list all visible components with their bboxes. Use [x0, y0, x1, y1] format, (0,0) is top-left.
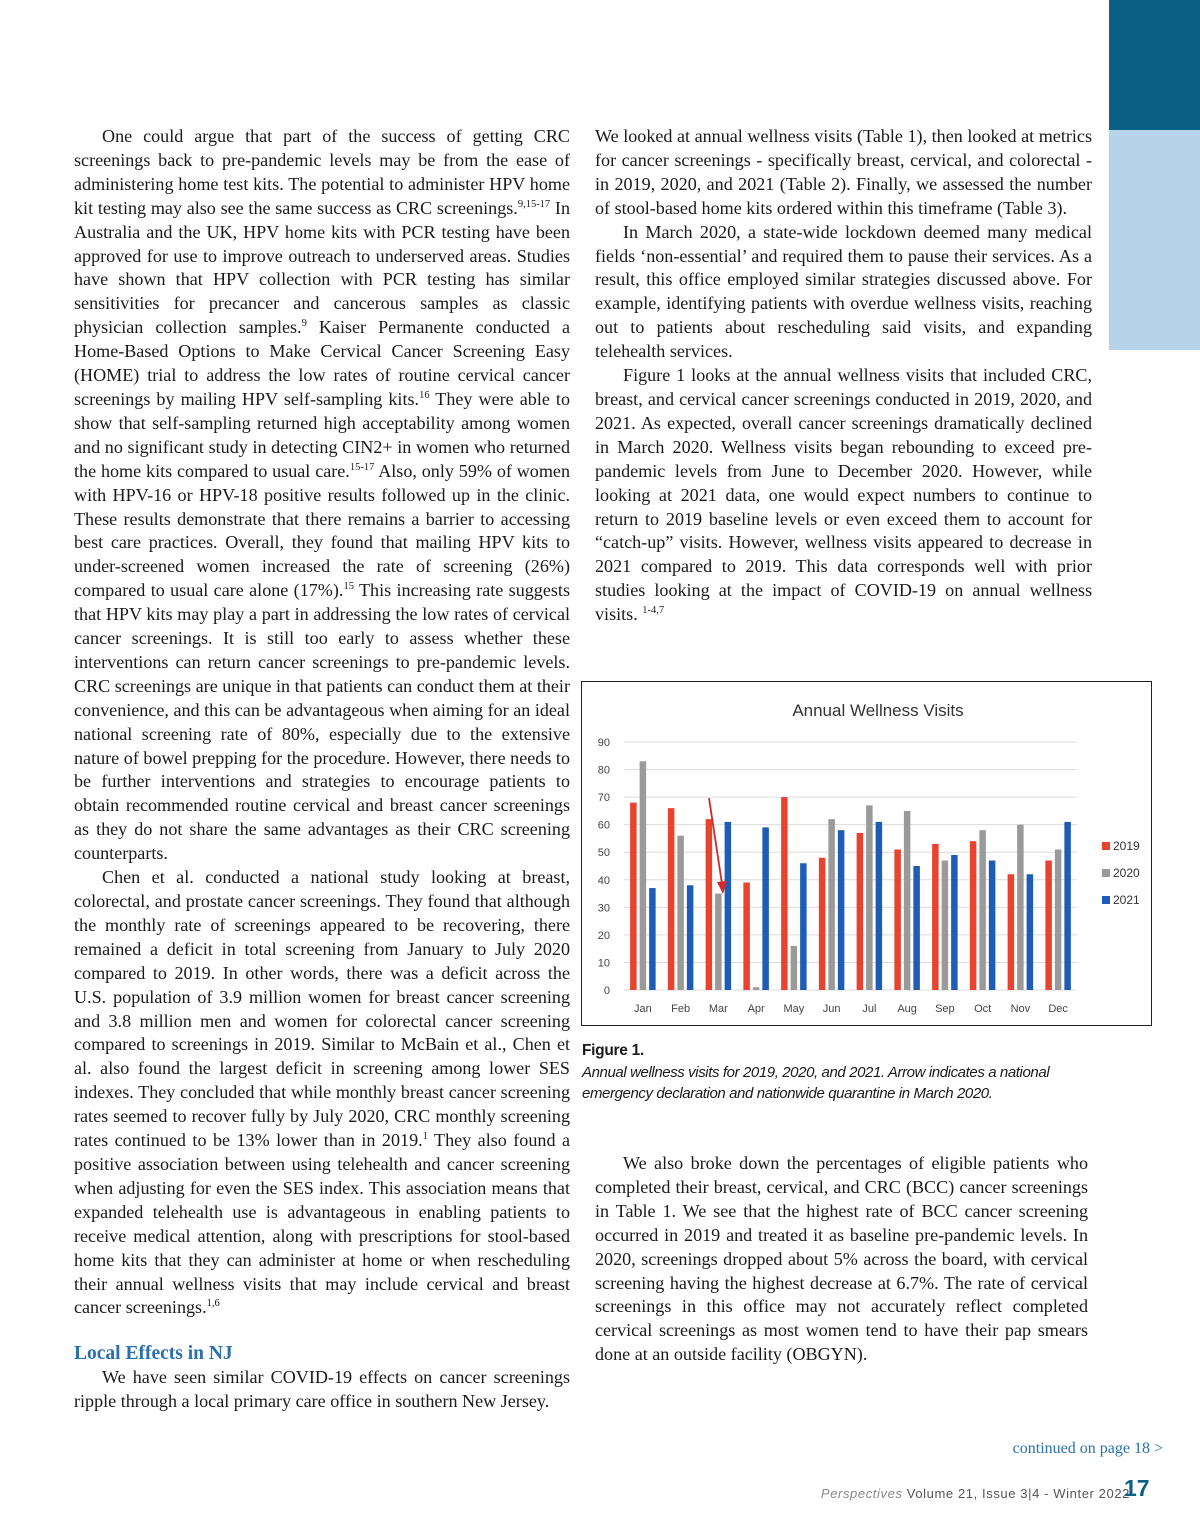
legend-swatch-2019	[1102, 842, 1110, 850]
bar-2019-jul	[857, 833, 864, 990]
x-tick-label: May	[783, 1003, 805, 1015]
bar-2021-sep	[951, 855, 958, 990]
bar-2019-may	[781, 797, 788, 990]
x-tick-label: Nov	[1010, 1003, 1031, 1015]
x-tick-label: Dec	[1048, 1003, 1068, 1015]
bar-2020-jul	[866, 805, 873, 990]
bar-2021-nov	[1027, 874, 1034, 990]
figure-label: Figure 1.	[582, 1042, 644, 1059]
bar-2019-nov	[1008, 874, 1015, 990]
bar-2019-sep	[932, 844, 939, 990]
x-tick-label: Jun	[822, 1003, 841, 1015]
page-footer	[821, 1486, 1130, 1501]
y-tick-label: 80	[597, 764, 610, 777]
x-tick-label: Mar	[708, 1003, 728, 1015]
page-number: 17	[1124, 1475, 1150, 1501]
bar-2021-dec	[1064, 822, 1071, 990]
legend-label-2021: 2021	[1113, 893, 1140, 907]
bar-2021-aug	[913, 866, 920, 990]
bar-2021-jul	[876, 822, 883, 990]
y-tick-label: 0	[603, 985, 610, 997]
y-tick-label: 90	[597, 737, 610, 749]
continued-link[interactable]: continued on page 18 >	[1012, 1440, 1163, 1457]
x-tick-label: Oct	[974, 1003, 992, 1015]
page-tab-light	[1109, 130, 1200, 350]
bar-2021-apr	[762, 827, 769, 990]
legend-swatch-2021	[1102, 896, 1110, 904]
legend-label-2020: 2020	[1113, 866, 1140, 880]
bar-2021-feb	[687, 885, 694, 990]
bar-2021-may	[800, 863, 807, 990]
bar-2020-may	[791, 946, 798, 990]
figure-1	[581, 681, 1152, 1026]
y-tick-label: 50	[597, 847, 610, 860]
legend-label-2019: 2019	[1113, 839, 1140, 853]
x-tick-label: Feb	[671, 1003, 691, 1015]
y-tick-label: 40	[597, 874, 610, 887]
section-heading: Local Effects in NJ	[74, 1343, 233, 1365]
right-column-top	[595, 125, 1092, 627]
bar-2020-dec	[1055, 849, 1062, 990]
page-tab-dark	[1109, 0, 1200, 130]
bar-2020-apr	[753, 987, 760, 990]
chart-title: Annual Wellness Visits	[792, 701, 964, 720]
bar-2020-sep	[942, 860, 949, 990]
figure-caption	[582, 1040, 1102, 1104]
left-column	[74, 125, 570, 1414]
bar-2019-feb	[668, 808, 675, 990]
x-tick-label: Aug	[897, 1003, 917, 1015]
bar-2021-jun	[838, 830, 845, 990]
annual-wellness-chart	[582, 682, 1150, 1024]
right-paragraph-1: We looked at annual wellness visits (Table 1), then looked at metrics for cancer screenings - specifically breast, cervical, and colorectal - in 2019, 2020, and 2021 (Table 2). Finally, we assessed the number of stool-based home kits ordered within this timeframe (Table 3).	[595, 126, 1092, 218]
x-tick-label: Sep	[935, 1003, 955, 1015]
bar-2020-jan	[640, 761, 647, 990]
bar-2019-oct	[970, 841, 977, 990]
bar-2020-jun	[828, 819, 835, 990]
y-tick-label: 30	[597, 902, 610, 915]
x-tick-label: Apr	[747, 1003, 765, 1015]
y-tick-label: 20	[597, 929, 610, 942]
bar-2019-aug	[894, 849, 901, 990]
bar-2019-jun	[819, 858, 826, 990]
bar-2021-mar	[725, 822, 732, 990]
right-column-bottom	[595, 1152, 1088, 1367]
magazine-name: Perspectives	[820, 1486, 903, 1501]
bar-2020-mar	[715, 894, 722, 990]
left-paragraph-2: Chen et al. conducted a national study looking at breast, colorectal, and prostate cancer screenings. They found that although the monthly rate of screenings appeared to be recovering, there remained a deficit in total screening from January to July 2020 compared to 2019. In other words, there was a deficit across the U.S. population of 3.9 million women for breast cancer screening and 3.8 million men and women for colorectal cancer screening compared to screenings in 2019. Similar to McBain et al., Chen et al. also found the largest deficit in screening among lower SES indexes. They concluded that while monthly breast cancer screening rates seemed to recover fully by July 2020, CRC monthly screening rates continued to be 13% lower than in 2019.$^1$ They also found a positive association between using telehealth and cancer screening when adjusting for even the SES index. This association means that expanded telehealth use is advantageous in enabling patients to receive medical attention, along with prescriptions for stool-based home kits that they can administer at home or when rescheduling their annual wellness visits that may include cervical and breast cancer screenings.$^{1,6}$	[74, 867, 570, 1318]
bar-2019-jan	[630, 803, 637, 990]
bar-2019-mar	[706, 819, 713, 990]
bar-2019-apr	[743, 883, 750, 990]
y-tick-label: 60	[597, 819, 610, 832]
bar-2020-aug	[904, 811, 911, 990]
bar-2020-oct	[979, 830, 986, 990]
legend-swatch-2020	[1102, 869, 1110, 877]
bar-2021-jan	[649, 888, 656, 990]
right-paragraph-3: Figure 1 looks at the annual wellness visits that included CRC, breast, and cervical cancer screenings conducted in 2019, 2020, and 2021. As expected, overall cancer screenings dramatically declined in March 2020. Wellness visits began rebounding to exceed pre-pandemic levels from June to December 2020. However, while looking at 2021 data, one would expect numbers to continue to return to 2019 baseline levels or even exceed them to account for “catch-up” visits. However, wellness visits appeared to decrease in 2021 compared to 2019. This data corresponds well with prior studies looking at the impact of COVID-19 on annual wellness visits. $^{1-4,7}$	[595, 365, 1092, 625]
figure-caption-text: Annual wellness visits for 2019, 2020, and 2021. Arrow indicates a national emergency declaration and nationwide quarantine in March 2020.	[582, 1064, 1050, 1102]
y-tick-label: 10	[597, 957, 610, 970]
bar-2020-feb	[677, 836, 684, 990]
issue-info: Volume 21, Issue 3|4 - Winter 2022	[906, 1486, 1130, 1501]
y-tick-label: 70	[597, 792, 610, 805]
x-tick-label: Jul	[862, 1003, 877, 1015]
bar-2020-nov	[1017, 825, 1024, 990]
bar-2019-dec	[1045, 860, 1052, 990]
x-tick-label: Jan	[634, 1003, 652, 1015]
right-paragraph-2: In March 2020, a state-wide lockdown deemed many medical fields ‘non-essential’ and required them to pause their services. As a result, this office employed similar strategies discussed above. For example, identifying patients with overdue wellness visits, reaching out to patients about rescheduling said visits, and expanding telehealth services.	[595, 221, 1092, 362]
left-paragraph-3: We have seen similar COVID-19 effects on cancer screenings ripple through a local primary care office in southern New Jersey.	[74, 1367, 570, 1412]
right-paragraph-4: We also broke down the percentages of eligible patients who completed their breast, cervical, and CRC (BCC) cancer screenings in Table 1. We see that the highest rate of BCC cancer screening occurred in 2019 and treated it as baseline pre-pandemic levels. In 2020, screenings dropped about 5% across the board, with cervical screening having the highest decrease at 6.7%. The rate of cervical screenings in this office may not accurately reflect completed cervical screenings as most women tend to have their pap smears done at an outside facility (OBGYN).	[595, 1153, 1088, 1365]
left-paragraph-1: One could argue that part of the success of getting CRC screenings back to pre-pandemic levels may be from the ease of administering home test kits. The potential to administer HPV home kit testing may also see the same success as CRC screenings.$^{9,15-17}$ In Australia and the UK, HPV home kits with PCR testing have been approved for use to improve outreach to underserved areas. Studies have shown that HPV collection with PCR testing has similar sensitivities for precancer and cancerous samples as classic physician collection samples.$^9$ Kaiser Permanente conducted a Home-Based Options to Make Cervical Cancer Screening Easy (HOME) trial to address the low rates of routine cervical cancer screenings by mailing HPV self-sampling kits.$^{16}$ They were able to show that self-sampling returned high acceptability among women and no significant study in detecting CIN2+ in women who returned the home kits compared to usual care.$^{15-17}$ Also, only 59% of women with HPV-16 or HPV-18 positive results followed up in the clinic. These results demonstrate that there remains a barrier to accessing best care practices. Overall, they found that mailing HPV kits to under-screened women increased the rate of screening (26%) compared to usual care alone (17%).$^{15}$ This increasing rate suggests that HPV kits may play a part in addressing the low rates of cervical cancer screenings. It is still too early to assess whether these interventions can return cancer screenings to pre-pandemic levels. CRC screenings are unique in that patients can conduct them at their convenience, and this can be advantageous when aiming for an ideal national screening rate of 80%, especially due to the extensive nature of bowel prepping for the procedure. However, there needs to be further interventions and strategies to encourage patients to obtain recommended routine cervical and breast cancer screenings as they do not share the same advantages as their CRC screening counterparts.	[74, 126, 571, 864]
bar-2021-oct	[989, 860, 996, 990]
